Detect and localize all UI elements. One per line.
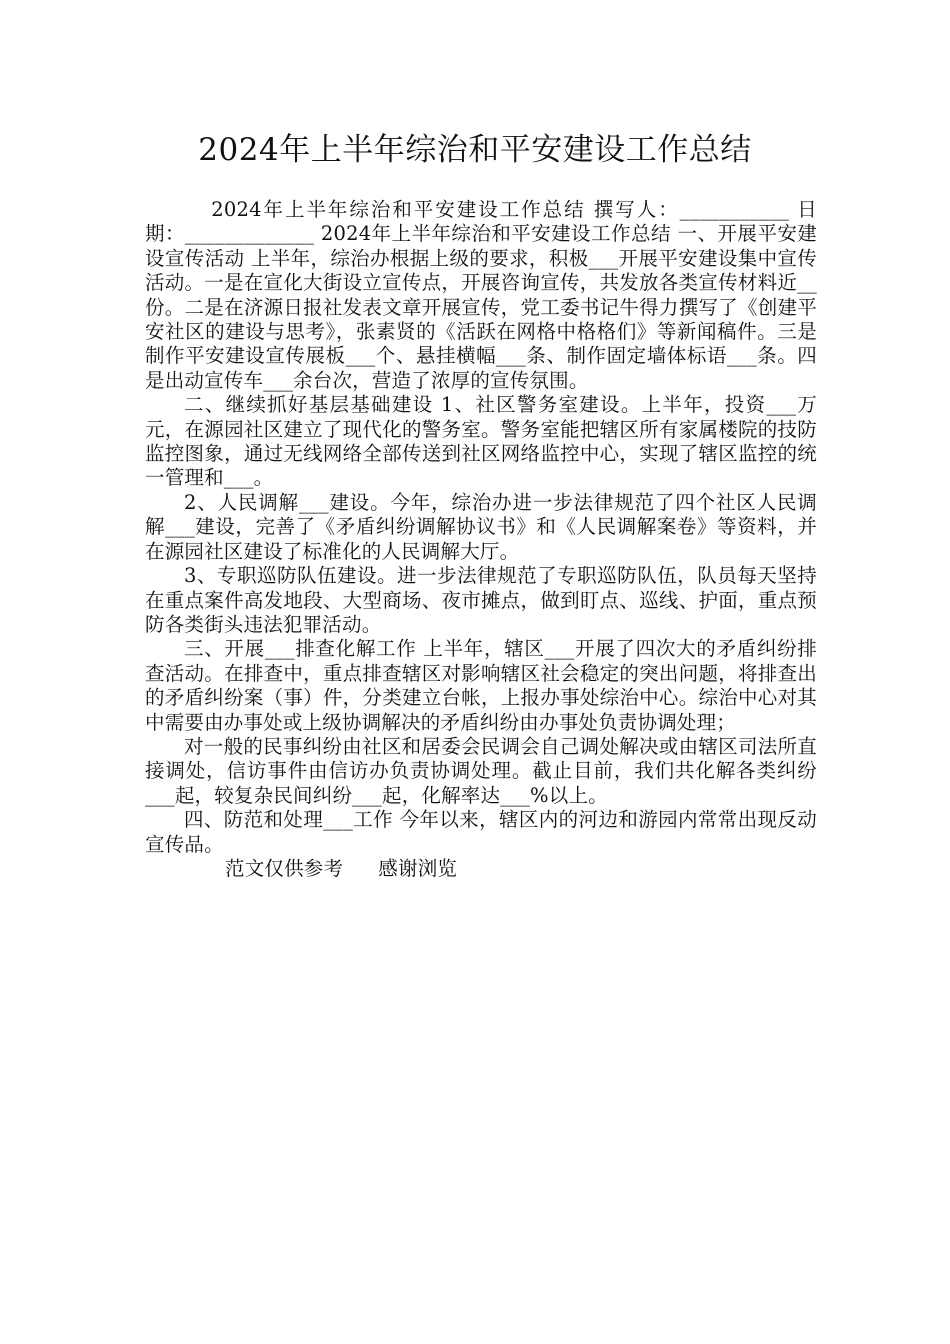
document-body <box>145 198 817 881</box>
footer-note-right: 感谢浏览 <box>378 856 458 880</box>
footer-note-left: 范文仅供参考 <box>225 856 344 880</box>
paragraph-disputes: 对一般的民事纠纷由社区和居委会民调会自己调处解决或由辖区司法所直接调处，信访事件由信访办负责协调处理。截止目前，我们共化解各类纠纷___起，较复杂民间纠纷___起，化解率达___%以上。 <box>145 734 817 807</box>
paragraph-section-2: 二、继续抓好基层基础建设 1、社区警务室建设。上半年，投资___万元，在源园社区建立了现代化的警务室。警务室能把辖区所有家属楼院的技防监控图象，通过无线网络全部传送到社区网络监控中心，实现了辖区监控的统一管理和___。 <box>145 393 817 490</box>
footer-note <box>145 857 817 881</box>
paragraph-patrol: 3、专职巡防队伍建设。进一步法律规范了专职巡防队伍，队员每天坚持在重点案件高发地段、大型商场、夜市摊点，做到盯点、巡线、护面，重点预防各类街头违法犯罪活动。 <box>145 564 817 636</box>
paragraph-section-3: 三、开展___排查化解工作 上半年，辖区___开展了四次大的矛盾纠纷排查活动。在排查中，重点排查辖区对影响辖区社会稳定的突出问题，将排查出的矛盾纠纷案（事）件，分类建立台帐，上报办事处综治中心。综治中心对其中需要由办事处或上级协调解决的矛盾纠纷由办事处负责协调处理； <box>145 637 817 734</box>
paragraph-intro: 2024年上半年综治和平安建设工作总结 撰写人：___________ 日 期：_____________ 2024年上半年综治和平安建设工作总结 一、开展平安建设宣传活动 上半年，综治办根据上级的要求，积极___开展平安建设集中宣传活动。一是在宣化大街设立宣传点，开展咨询宣传，共发放各类宣传材料近__份。二是在济源日报社发表文章开展宣传，党工委书记牛得力撰写了《创建平安社区的建设与思考》，张素贤的《活跃在网格中格格们》等新闻稿件。三是制作平安建设宣传展板___个、悬挂横幅___条、制作固定墙体标语___条。四是出动宣传车___余台次，营造了浓厚的宣传氛围。 <box>145 198 817 392</box>
document-title: 2024年上半年综治和平安建设工作总结 <box>198 132 752 168</box>
paragraph-section-4: 四、防范和处理___工作 今年以来，辖区内的河边和游园内常常出现反动宣传品。 <box>145 808 817 856</box>
paragraph-mediation: 2、人民调解___建设。今年，综治办进一步法律规范了四个社区人民调解___建设，完善了《矛盾纠纷调解协议书》和《人民调解案卷》等资料，并在源园社区建设了标准化的人民调解大厅。 <box>145 490 817 563</box>
